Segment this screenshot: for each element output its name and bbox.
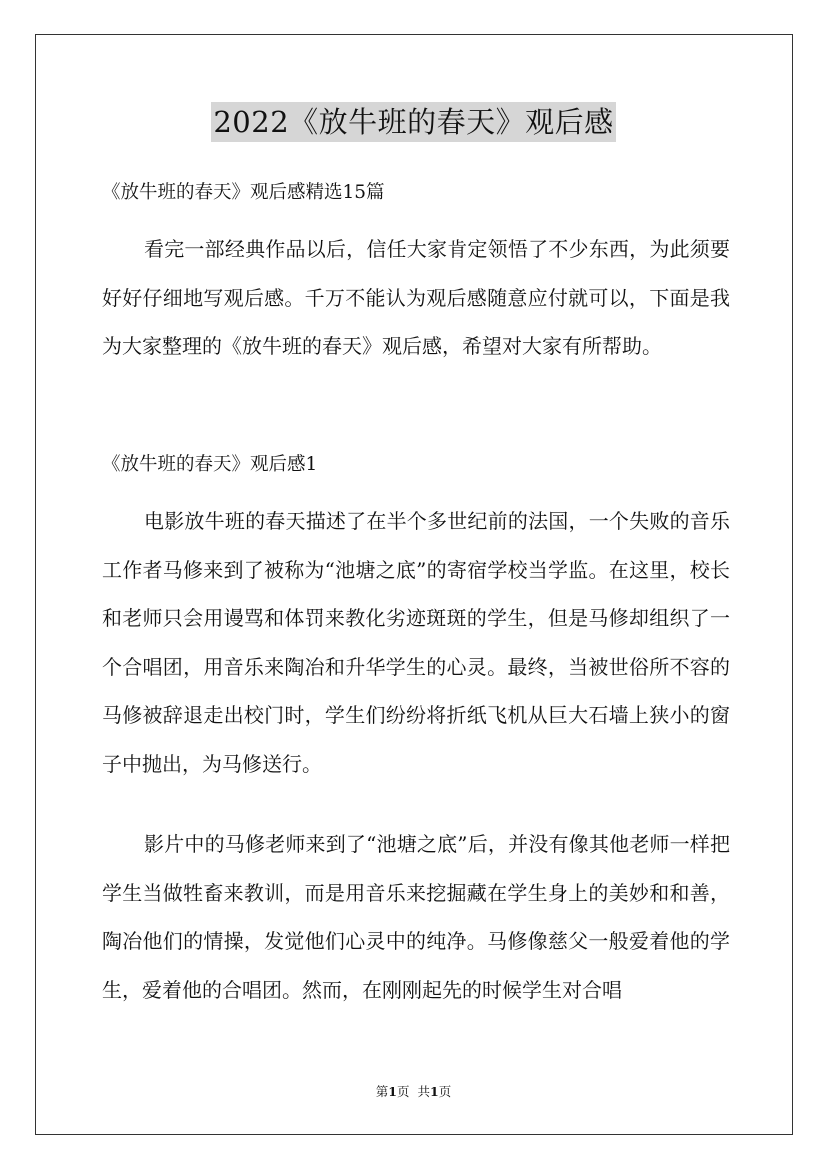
document-subtitle: 《放牛班的春天》观后感精选15篇	[102, 182, 385, 203]
body-paragraph-2: 影片中的马修老师来到了“池塘之底”后，并没有像其他老师一样把学生当做牲畜来教训，而是用音乐来挖掘藏在学生身上的美妙和和善，陶冶他们的情操，发觉他们心灵中的纯净。马修像慈父一般爱着他的学生，爱着他的合唱团。然而，在刚刚起先的时候学生对合唱	[102, 832, 730, 1002]
document-title: 2022《放牛班的春天》观后感	[211, 102, 615, 142]
page-suffix: 页	[397, 1084, 410, 1099]
total-prefix: 共	[417, 1084, 430, 1099]
title-container	[0, 102, 827, 142]
section-title: 《放牛班的春天》观后感1	[102, 454, 318, 475]
page-number: 1	[388, 1084, 397, 1099]
page-footer	[0, 1083, 827, 1101]
total-suffix: 页	[438, 1084, 452, 1099]
intro-paragraph: 看完一部经典作品以后，信任大家肯定领悟了不少东西，为此须要好好仔细地写观后感。千万不能认为观后感随意应付就可以，下面是我为大家整理的《放牛班的春天》观后感，希望对大家有所帮助。	[102, 237, 730, 358]
page-prefix: 第	[375, 1084, 389, 1099]
total-pages: 1	[429, 1084, 439, 1099]
body-paragraph-1: 电影放牛班的春天描述了在半个多世纪前的法国，一个失败的音乐工作者马修来到了被称为“池塘之底”的寄宿学校当学监。在这里，校长和老师只会用谩骂和体罚来教化劣迹斑斑的学生，但是马修却组织了一个合唱团，用音乐来陶冶和升华学生的心灵。最终，当被世俗所不容的马修被辞退走出校门时，学生们纷纷将折纸飞机从巨大石墙上狭小的窗子中抛出，为马修送行。	[102, 509, 730, 776]
